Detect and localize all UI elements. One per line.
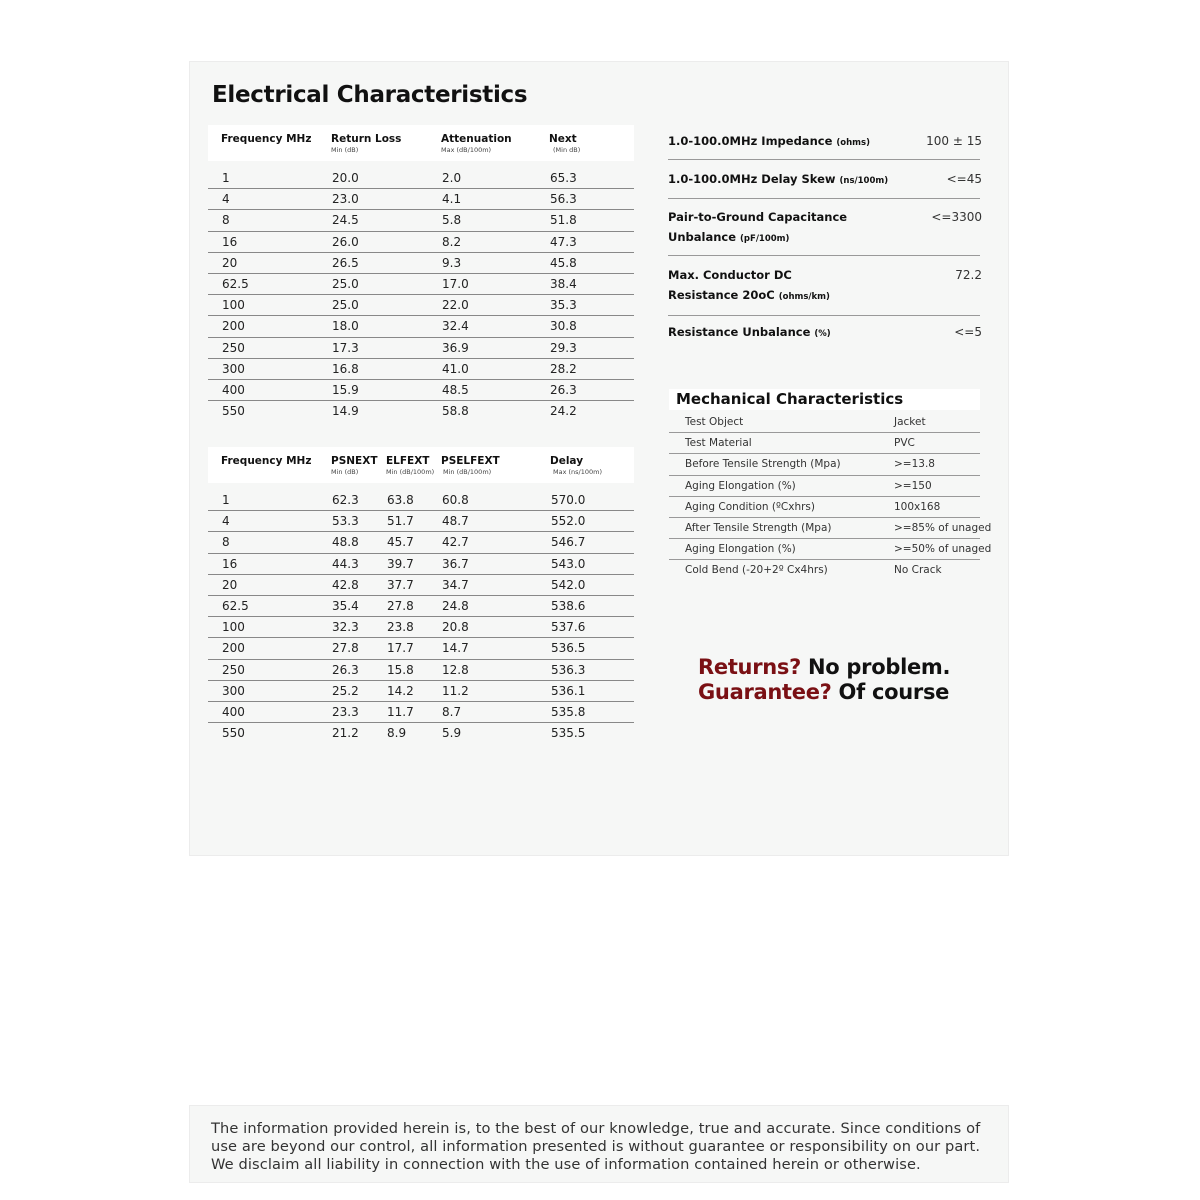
mechanical-value: 100x168 xyxy=(894,500,941,513)
table-cell: 23.0 xyxy=(332,192,359,207)
table-cell: 53.3 xyxy=(332,514,359,529)
table-row xyxy=(208,338,634,359)
table-row xyxy=(208,316,634,337)
table-cell: 250 xyxy=(222,662,245,677)
promo-returns xyxy=(698,655,950,679)
table-cell: 536.1 xyxy=(551,683,586,698)
spec-value: 72.2 xyxy=(955,268,982,282)
column-header: Frequency MHz xyxy=(221,133,312,145)
table-cell: 1 xyxy=(222,493,230,507)
table-cell: 16 xyxy=(222,234,238,249)
table-cell: 20 xyxy=(222,255,238,270)
table-cell: 23.3 xyxy=(332,705,359,719)
table-cell: 42.7 xyxy=(442,535,469,550)
table-cell: 63.8 xyxy=(387,493,414,507)
table-cell: 5.9 xyxy=(442,726,462,741)
table-cell: 58.8 xyxy=(442,404,469,419)
table-row xyxy=(208,532,634,553)
table-cell: 34.7 xyxy=(442,577,469,592)
mechanical-row xyxy=(669,518,992,539)
table-cell: 35.4 xyxy=(332,599,359,613)
mechanical-value: Jacket xyxy=(894,416,926,428)
table-cell: 32.3 xyxy=(332,620,359,635)
table-cell: 44.3 xyxy=(332,556,359,571)
table-cell: 100 xyxy=(222,298,245,313)
table-cell: 62.5 xyxy=(222,599,249,613)
table-cell: 45.7 xyxy=(387,535,414,550)
table-row xyxy=(208,168,634,189)
table-row xyxy=(208,575,634,596)
column-subheader: Min (dB/100m) xyxy=(443,468,492,476)
table-cell: 15.9 xyxy=(332,383,359,397)
table-cell: 30.8 xyxy=(550,319,577,334)
table-cell: 400 xyxy=(222,705,245,719)
mechanical-row xyxy=(669,412,980,433)
mechanical-label: Cold Bend (-20+2º Cx4hrs) xyxy=(685,564,828,577)
table-cell: 38.4 xyxy=(550,277,577,291)
spec-label: Max. Conductor DC Resistance 20oC xyxy=(668,268,792,302)
table-cell: 542.0 xyxy=(551,577,586,592)
mechanical-value: >=13.8 xyxy=(894,458,935,471)
table-cell: 48.7 xyxy=(442,514,469,529)
spec-value: 100 ± 15 xyxy=(926,134,982,148)
table-header xyxy=(208,125,634,161)
table-row xyxy=(208,660,634,681)
table-cell: 26.0 xyxy=(332,234,359,249)
table-cell: 536.3 xyxy=(551,662,586,677)
table-row xyxy=(208,401,634,422)
table-cell: 51.8 xyxy=(550,213,577,228)
promo-a2: Of course xyxy=(831,680,950,704)
spec-unit: (pF/100m) xyxy=(740,234,790,244)
table-cell: 29.3 xyxy=(550,340,577,355)
mechanical-row xyxy=(669,433,980,454)
column-header: Delay xyxy=(550,455,584,467)
table-cell: 45.8 xyxy=(550,255,577,270)
spec-row xyxy=(668,322,982,344)
mechanical-label: Before Tensile Strength (Mpa) xyxy=(685,458,841,471)
table-cell: 8.7 xyxy=(442,705,462,719)
mechanical-row xyxy=(669,454,980,475)
table-cell: 15.8 xyxy=(387,662,414,677)
table-cell: 1 xyxy=(222,171,230,185)
table-row xyxy=(208,638,634,659)
table-cell: 535.8 xyxy=(551,705,586,719)
column-subheader: (Min dB) xyxy=(553,146,581,154)
column-header: PSELFEXT xyxy=(441,455,500,467)
table-cell: 100 xyxy=(222,620,245,635)
table-cell: 300 xyxy=(222,361,245,376)
spec-value: <=3300 xyxy=(931,210,982,224)
promo-q2: Guarantee? xyxy=(698,680,832,704)
divider xyxy=(668,198,980,199)
spec-row xyxy=(668,131,982,153)
table-cell: 8.2 xyxy=(442,234,462,249)
table-cell: 17.0 xyxy=(442,277,469,291)
table-cell: 11.2 xyxy=(442,683,469,698)
table-cell: 48.8 xyxy=(332,535,359,550)
column-subheader: Min (dB/100m) xyxy=(386,468,435,476)
table-row xyxy=(208,253,634,274)
divider xyxy=(668,255,980,256)
table-cell: 42.8 xyxy=(332,577,359,592)
spec-value: <=5 xyxy=(954,325,982,339)
mechanical-label: Aging Condition (ºCxhrs) xyxy=(685,500,815,513)
table-cell: 17.7 xyxy=(387,641,414,656)
table-cell: 200 xyxy=(222,641,245,656)
table-row xyxy=(208,490,634,511)
table-cell: 25.0 xyxy=(332,277,359,291)
table-cell: 200 xyxy=(222,319,245,334)
mechanical-value: >=50% of unaged xyxy=(894,543,992,556)
table-cell: 5.8 xyxy=(442,213,462,228)
table-cell: 24.5 xyxy=(332,213,359,228)
mechanical-row xyxy=(669,497,980,518)
table-cell: 39.7 xyxy=(387,556,414,571)
spec-label: Resistance Unbalance xyxy=(668,325,811,339)
table-cell: 4.1 xyxy=(442,192,462,207)
table-cell: 535.5 xyxy=(551,726,586,741)
table-row xyxy=(208,596,634,617)
table-row xyxy=(208,359,634,380)
table-cell: 16 xyxy=(222,556,238,571)
table-cell: 60.8 xyxy=(442,493,469,507)
table-row xyxy=(208,702,634,723)
table-cell: 36.9 xyxy=(442,340,469,355)
table-cell: 14.2 xyxy=(387,683,414,698)
table-cell: 36.7 xyxy=(442,556,469,571)
table-cell: 570.0 xyxy=(551,493,586,507)
column-header: ELFEXT xyxy=(386,455,430,467)
table-cell: 47.3 xyxy=(550,234,577,249)
table-cell: 24.8 xyxy=(442,599,469,613)
table-cell: 17.3 xyxy=(332,340,359,355)
table-row xyxy=(208,617,634,638)
table-row xyxy=(208,681,634,702)
column-header: PSNEXT xyxy=(331,455,378,467)
table-cell: 22.0 xyxy=(442,298,469,313)
table-cell: 14.9 xyxy=(332,404,359,419)
mechanical-title: Mechanical Characteristics xyxy=(669,389,980,410)
mechanical-label: Aging Elongation (%) xyxy=(685,479,796,492)
table-cell: 300 xyxy=(222,683,245,698)
table-cell: 26.5 xyxy=(332,255,359,270)
mechanical-label: Aging Elongation (%) xyxy=(685,543,796,556)
table-row xyxy=(208,511,634,532)
table-cell: 35.3 xyxy=(550,298,577,313)
mechanical-row xyxy=(669,560,980,581)
spec-row xyxy=(668,265,982,307)
table-row xyxy=(208,210,634,231)
column-subheader: Min (dB) xyxy=(331,146,359,154)
mechanical-label: Test Material xyxy=(685,437,752,450)
spec-unit: (ohms) xyxy=(836,138,870,148)
promo-guarantee xyxy=(698,680,949,704)
table-cell: 32.4 xyxy=(442,319,469,334)
table-cell: 41.0 xyxy=(442,361,469,376)
table-cell: 24.2 xyxy=(550,404,577,419)
table-cell: 12.8 xyxy=(442,662,469,677)
table-row xyxy=(208,189,634,210)
spec-value: <=45 xyxy=(946,172,982,186)
table-cell: 546.7 xyxy=(551,535,586,550)
mechanical-label: After Tensile Strength (Mpa) xyxy=(685,522,832,534)
table-cell: 62.5 xyxy=(222,277,249,291)
spec-unit: (ohms/km) xyxy=(778,292,830,302)
table-row xyxy=(208,295,634,316)
table-cell: 65.3 xyxy=(550,171,577,185)
column-subheader: Min (dB) xyxy=(331,468,359,476)
table-header xyxy=(208,447,634,483)
table-cell: 56.3 xyxy=(550,192,577,207)
spec-label: 1.0-100.0MHz Delay Skew xyxy=(668,172,836,186)
spec-label: Pair-to-Ground Capacitance Unbalance xyxy=(668,210,848,244)
table-cell: 2.0 xyxy=(442,171,462,185)
table-cell: 552.0 xyxy=(551,514,586,529)
table-cell: 550 xyxy=(222,404,245,419)
spec-row xyxy=(668,207,982,249)
table-cell: 27.8 xyxy=(332,641,359,656)
table-row xyxy=(208,554,634,575)
table-cell: 23.8 xyxy=(387,620,414,635)
mechanical-row xyxy=(669,476,980,497)
table-row xyxy=(208,232,634,253)
column-header: Frequency MHz xyxy=(221,455,312,467)
mechanical-value: >=150 xyxy=(894,479,932,492)
table-cell: 18.0 xyxy=(332,319,359,334)
table-cell: 26.3 xyxy=(550,383,577,397)
table-cell: 20.0 xyxy=(332,171,359,185)
table-cell: 11.7 xyxy=(387,705,414,719)
promo-a1: No problem. xyxy=(801,655,951,679)
table-cell: 538.6 xyxy=(551,599,586,613)
table-cell: 16.8 xyxy=(332,361,359,376)
table-row xyxy=(208,723,634,744)
mechanical-value: >=85% of unaged xyxy=(894,522,992,534)
column-header: Attenuation xyxy=(441,133,512,145)
table-cell: 400 xyxy=(222,383,245,397)
mechanical-row xyxy=(669,539,992,560)
table-cell: 48.5 xyxy=(442,383,469,397)
mechanical-value: PVC xyxy=(894,437,915,450)
table-cell: 20.8 xyxy=(442,620,469,635)
table-cell: 28.2 xyxy=(550,361,577,376)
spec-label: 1.0-100.0MHz Impedance xyxy=(668,134,833,148)
divider xyxy=(668,159,980,160)
page-title: Electrical Characteristics xyxy=(212,82,528,108)
table-row xyxy=(208,380,634,401)
spec-unit: (%) xyxy=(814,329,831,339)
table-cell: 8.9 xyxy=(387,726,407,741)
mechanical-label: Test Object xyxy=(685,416,744,428)
table-cell: 543.0 xyxy=(551,556,586,571)
table-cell: 21.2 xyxy=(332,726,359,741)
table-cell: 14.7 xyxy=(442,641,469,656)
table-cell: 250 xyxy=(222,340,245,355)
disclaimer: The information provided herein is, to the best of our knowledge, true and accurate. Since conditions of use are beyond our control, all information presented is without guarantee or responsibility on our part. We disclaim all liability in connection with the use of information contained herein or otherwise. xyxy=(189,1105,1009,1183)
table-cell: 20 xyxy=(222,577,238,592)
table-cell: 37.7 xyxy=(387,577,414,592)
column-subheader: Max (dB/100m) xyxy=(441,146,492,154)
table-cell: 8 xyxy=(222,213,230,228)
table-cell: 8 xyxy=(222,535,230,550)
table-cell: 9.3 xyxy=(442,255,462,270)
table-cell: 536.5 xyxy=(551,641,586,656)
table-cell: 537.6 xyxy=(551,620,586,635)
table-cell: 26.3 xyxy=(332,662,359,677)
promo-q1: Returns? xyxy=(698,655,801,679)
table-cell: 25.0 xyxy=(332,298,359,313)
table-row xyxy=(208,274,634,295)
column-header: Return Loss xyxy=(331,133,402,145)
table-cell: 27.8 xyxy=(387,599,414,613)
table-cell: 550 xyxy=(222,726,245,741)
column-subheader: Max (ns/100m) xyxy=(553,468,603,476)
spec-unit: (ns/100m) xyxy=(839,176,889,186)
divider xyxy=(668,315,980,316)
table-cell: 4 xyxy=(222,514,230,529)
table-cell: 25.2 xyxy=(332,683,359,698)
mechanical-value: No Crack xyxy=(894,564,942,577)
table-cell: 51.7 xyxy=(387,514,414,529)
column-header: Next xyxy=(549,133,577,145)
table-cell: 62.3 xyxy=(332,493,359,507)
table-cell: 4 xyxy=(222,192,230,207)
spec-row xyxy=(668,169,982,191)
